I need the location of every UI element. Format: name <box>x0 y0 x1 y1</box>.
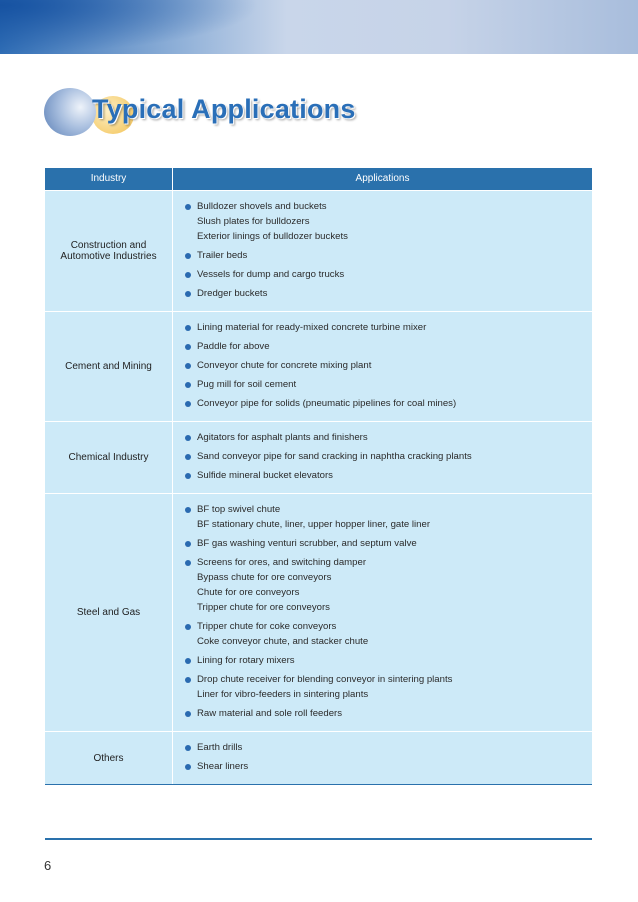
table-row <box>45 421 592 493</box>
application-line <box>185 430 592 445</box>
application-line <box>185 199 592 214</box>
circle-bullet-icon <box>185 658 191 664</box>
application-line <box>185 339 592 354</box>
application-text: Vessels for dump and cargo trucks <box>197 269 345 280</box>
application-item <box>185 619 592 649</box>
application-item <box>185 740 592 755</box>
table-row <box>45 190 592 311</box>
top-banner <box>0 0 638 54</box>
table-header <box>45 168 592 190</box>
applications-cell <box>172 422 592 493</box>
application-text: Trailer beds <box>197 250 248 261</box>
application-item <box>185 536 592 551</box>
application-item <box>185 199 592 244</box>
circle-bullet-icon <box>185 344 191 350</box>
application-text: BF top swivel chute <box>197 504 281 515</box>
decorative-circle-blue <box>44 88 96 136</box>
column-header-industry: Industry <box>90 173 127 184</box>
circle-bullet-icon <box>185 541 191 547</box>
application-item <box>185 468 592 483</box>
application-text: Raw material and sole roll feeders <box>197 708 343 719</box>
application-text: Sulfide mineral bucket elevators <box>197 470 333 481</box>
application-item <box>185 396 592 411</box>
circle-bullet-icon <box>185 272 191 278</box>
application-item <box>185 377 592 392</box>
application-subitem: Bypass chute for ore conveyors <box>197 572 332 583</box>
industry-cell: Cement and Mining <box>65 361 152 372</box>
application-line <box>185 377 592 392</box>
application-subitem: Liner for vibro-feeders in sintering plants <box>197 689 369 700</box>
application-line <box>185 706 592 721</box>
application-subitem: Tripper chute for ore conveyors <box>197 602 330 613</box>
application-line <box>185 286 592 301</box>
application-line <box>185 449 592 464</box>
application-line <box>185 619 592 634</box>
section-heading <box>44 88 444 140</box>
application-item <box>185 653 592 668</box>
circle-bullet-icon <box>185 382 191 388</box>
application-line <box>185 740 592 755</box>
industry-cell: Others <box>93 752 124 764</box>
application-text: Pug mill for soil cement <box>197 379 297 390</box>
table-row <box>45 311 592 421</box>
footer-rule <box>45 838 592 840</box>
column-header-applications: Applications <box>172 168 592 190</box>
application-item <box>185 358 592 373</box>
page-number: 6 <box>44 858 52 873</box>
circle-bullet-icon <box>185 363 191 369</box>
application-item <box>185 449 592 464</box>
application-text: Tripper chute for coke conveyors <box>197 621 337 632</box>
table-body <box>45 190 592 784</box>
application-item <box>185 267 592 282</box>
applications-cell <box>172 494 592 731</box>
table-bottom-rule <box>45 784 592 785</box>
circle-bullet-icon <box>185 325 191 331</box>
application-line <box>185 468 592 483</box>
application-item <box>185 320 592 335</box>
circle-bullet-icon <box>185 473 191 479</box>
circle-bullet-icon <box>185 507 191 513</box>
application-item <box>185 248 592 263</box>
circle-bullet-icon <box>185 435 191 441</box>
application-line <box>185 536 592 551</box>
application-item <box>185 286 592 301</box>
application-line <box>185 267 592 282</box>
application-subitem: Slush plates for bulldozers <box>197 216 310 227</box>
application-text: Paddle for above <box>197 341 270 352</box>
applications-cell <box>172 732 592 784</box>
industry-cell: Steel and Gas <box>76 607 141 618</box>
application-text: Dredger buckets <box>197 288 268 299</box>
circle-bullet-icon <box>185 745 191 751</box>
circle-bullet-icon <box>185 253 191 259</box>
application-text: Drop chute receiver for blending conveyor in sintering plants <box>197 674 453 685</box>
application-item <box>185 555 592 615</box>
application-item <box>185 759 592 774</box>
application-item <box>185 430 592 445</box>
application-subitem: Exterior linings of bulldozer buckets <box>197 231 348 242</box>
circle-bullet-icon <box>185 711 191 717</box>
applications-cell <box>172 191 592 311</box>
application-item <box>185 672 592 702</box>
circle-bullet-icon <box>185 401 191 407</box>
application-text: Conveyor pipe for solids (pneumatic pipelines for coal mines) <box>197 398 457 409</box>
application-text: Earth drills <box>197 742 243 753</box>
application-item <box>185 339 592 354</box>
circle-bullet-icon <box>185 677 191 683</box>
circle-bullet-icon <box>185 764 191 770</box>
page-title: Typical Applications <box>92 94 356 124</box>
application-text: Shear liners <box>197 761 249 772</box>
application-subitem: BF stationary chute, liner, upper hopper liner, gate liner <box>197 519 431 530</box>
application-text: BF gas washing venturi scrubber, and septum valve <box>197 538 417 549</box>
application-item <box>185 502 592 532</box>
application-text: Agitators for asphalt plants and finishers <box>197 432 368 443</box>
application-line <box>185 320 592 335</box>
circle-bullet-icon <box>185 454 191 460</box>
application-line <box>185 396 592 411</box>
circle-bullet-icon <box>185 624 191 630</box>
application-text: Screens for ores, and switching damper <box>197 557 367 568</box>
application-subitem: Coke conveyor chute, and stacker chute <box>197 636 369 647</box>
application-text: Bulldozer shovels and buckets <box>197 201 327 212</box>
application-subitem: Chute for ore conveyors <box>197 587 300 598</box>
application-line <box>185 653 592 668</box>
table-row <box>45 731 592 784</box>
application-line <box>185 759 592 774</box>
application-text: Lining for rotary mixers <box>197 655 295 666</box>
circle-bullet-icon <box>185 291 191 297</box>
application-line <box>185 502 592 517</box>
table-row <box>45 493 592 731</box>
applications-table <box>45 168 592 785</box>
application-line <box>185 555 592 570</box>
application-item <box>185 706 592 721</box>
application-line <box>185 248 592 263</box>
applications-cell <box>172 312 592 421</box>
circle-bullet-icon <box>185 560 191 566</box>
application-line <box>185 358 592 373</box>
application-text: Conveyor chute for concrete mixing plant <box>197 360 372 371</box>
application-text: Lining material for ready-mixed concrete turbine mixer <box>197 322 427 333</box>
circle-bullet-icon <box>185 204 191 210</box>
application-text: Sand conveyor pipe for sand cracking in naphtha cracking plants <box>197 451 472 462</box>
application-line <box>185 672 592 687</box>
industry-cell: Construction and Automotive Industries <box>60 240 157 262</box>
industry-cell: Chemical Industry <box>68 452 149 463</box>
